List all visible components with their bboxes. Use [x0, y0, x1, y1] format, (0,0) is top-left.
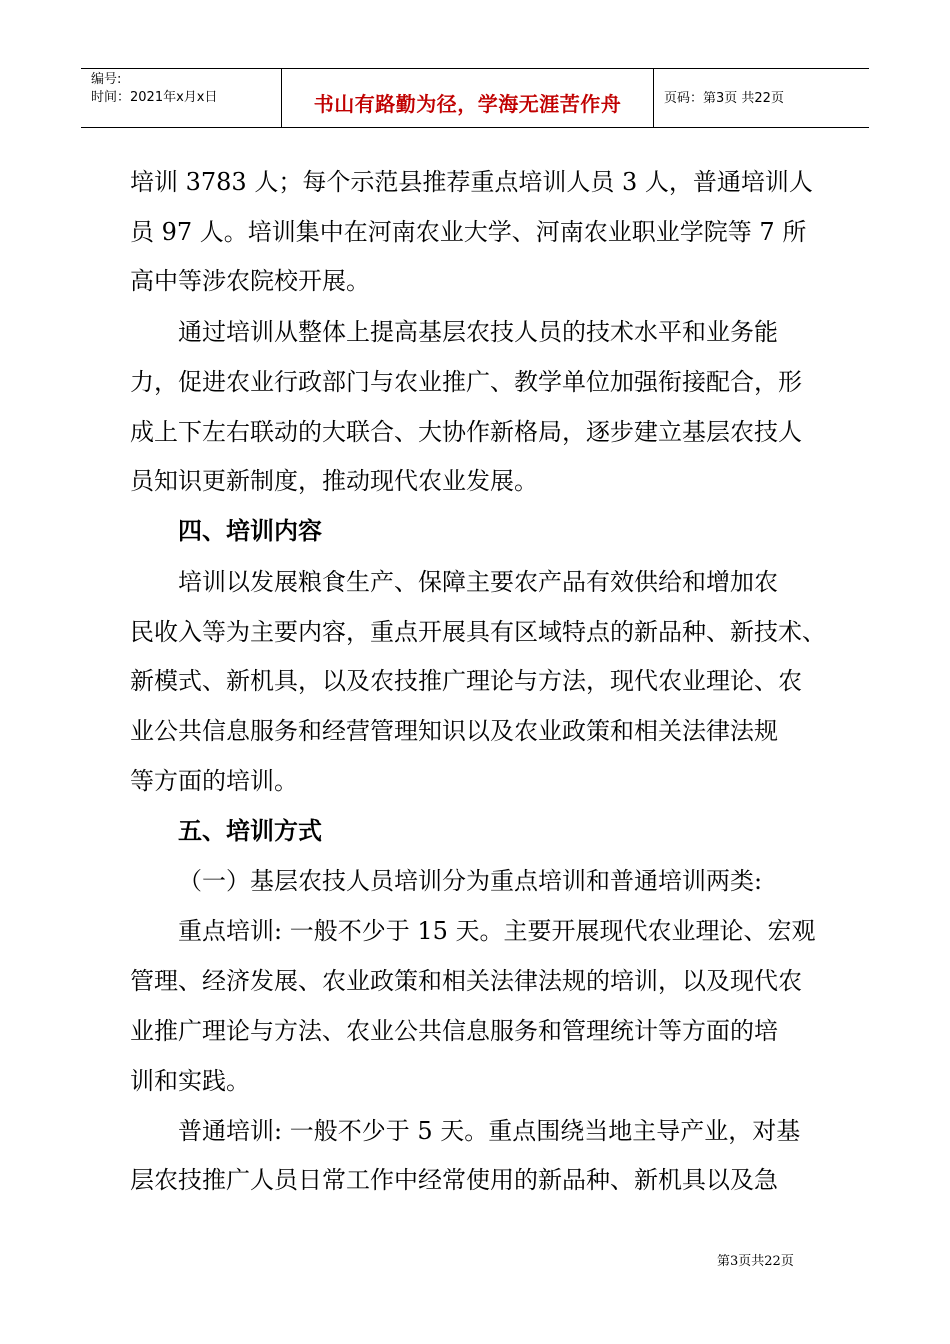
body-line: 业推广理论与方法、农业公共信息服务和管理统计等方面的培 [130, 1017, 778, 1045]
body-line: 成上下左右联动的大联合、大协作新格局，逐步建立基层农技人 [130, 418, 802, 446]
body-line: 重点培训: 一般不少于 15 天。主要开展现代农业理论、宏观 [178, 917, 816, 945]
body-line: 高中等涉农院校开展。 [130, 267, 370, 295]
body-line: 培训以发展粮食生产、保障主要农产品有效供给和增加农 [178, 568, 778, 596]
body-line: 业公共信息服务和经营管理知识以及农业政策和相关法律法规 [130, 717, 778, 745]
body-line: 管理、经济发展、农业政策和相关法律法规的培训，以及现代农 [130, 967, 802, 995]
body-line: 层农技推广人员日常工作中经常使用的新品种、新机具以及急 [130, 1166, 778, 1194]
body-line: 通过培训从整体上提高基层农技人员的技术水平和业务能 [178, 318, 778, 346]
section-heading: 五、培训方式 [178, 816, 322, 845]
section-heading: 四、培训内容 [178, 516, 322, 545]
body-line: 新模式、新机具，以及农技推广理论与方法，现代农业理论、农 [130, 667, 802, 695]
body-line: 等方面的培训。 [130, 767, 298, 795]
body-line: 民收入等为主要内容，重点开展具有区域特点的新品种、新技术、 [130, 618, 826, 646]
body-line: 员 97 人。培训集中在河南农业大学、河南农业职业学院等 7 所 [130, 218, 807, 246]
body-line: （一）基层农技人员培训分为重点培训和普通培训两类: [178, 867, 763, 895]
header-motto: 书山有路勤为径，学海无涯苦作舟 [313, 92, 622, 116]
body-line: 训和实践。 [130, 1067, 250, 1095]
header-page-info: 页码：第3页 共22页 [664, 91, 784, 106]
document-number-label: 编号: [91, 72, 122, 87]
body-line: 普通培训: 一般不少于 5 天。重点围绕当地主导产业，对基 [178, 1117, 801, 1145]
body-line: 力，促进农业行政部门与农业推广、教学单位加强衔接配合，形 [130, 368, 802, 396]
document-date-label: 时间：2021年x月x日 [91, 90, 218, 105]
page-footer: 第3页共22页 [717, 1254, 794, 1269]
body-line: 员知识更新制度，推动现代农业发展。 [130, 467, 538, 495]
body-line: 培训 3783 人；每个示范县推荐重点培训人员 3 人，普通培训人 [130, 168, 813, 196]
